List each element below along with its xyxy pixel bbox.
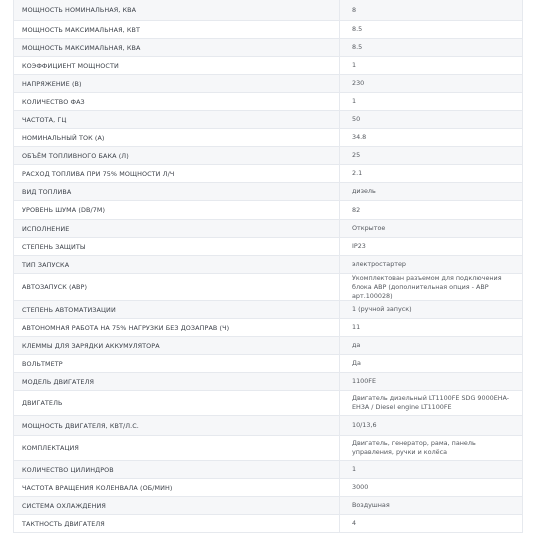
table-row — [14, 201, 522, 220]
spec-label: ОБЪЁМ ТОПЛИВНОГО БАКА (Л) — [14, 147, 340, 164]
spec-label: МОЩНОСТЬ МАКСИМАЛЬНАЯ, КВА — [14, 39, 340, 56]
spec-label: ДВИГАТЕЛЬ — [14, 391, 340, 415]
table-row — [14, 436, 522, 461]
spec-value: 4 — [352, 519, 357, 527]
spec-value: 2.1 — [352, 169, 363, 177]
table-row — [14, 373, 522, 391]
spec-label: МОДЕЛЬ ДВИГАТЕЛЯ — [14, 373, 340, 390]
table-row — [14, 355, 522, 373]
spec-label: КОЛИЧЕСТВО ФАЗ — [14, 93, 340, 110]
spec-label: УРОВЕНЬ ШУМА (DB/7M) — [14, 201, 340, 219]
spec-value: 1100FE — [352, 377, 376, 385]
table-row — [14, 337, 522, 355]
spec-value: 3000 — [352, 483, 369, 491]
spec-label: ВОЛЬТМЕТР — [14, 355, 340, 372]
table-row — [14, 220, 522, 238]
spec-value: 10/13,6 — [352, 421, 377, 429]
table-row — [14, 238, 522, 256]
spec-value: 50 — [352, 115, 361, 123]
spec-label: ИСПОЛНЕНИЕ — [14, 220, 340, 237]
spec-value: Да — [352, 359, 361, 367]
spec-label: КЛЕММЫ ДЛЯ ЗАРЯДКИ АККУМУЛЯТОРА — [14, 337, 340, 354]
table-row — [14, 391, 522, 416]
table-row — [14, 57, 522, 75]
spec-label: СТЕПЕНЬ ЗАЩИТЫ — [14, 238, 340, 255]
spec-value: дизель — [352, 187, 376, 195]
spec-label: АВТОНОМНАЯ РАБОТА НА 75% НАГРУЗКИ БЕЗ ДОЗАПРАВ (Ч) — [14, 319, 340, 336]
table-row — [14, 515, 522, 533]
spec-value: 11 — [352, 323, 361, 331]
table-row — [14, 461, 522, 479]
spec-label: РАСХОД ТОПЛИВА ПРИ 75% МОЩНОСТИ Л/Ч — [14, 165, 340, 182]
spec-label: АВТОЗАПУСК (АВР) — [14, 274, 340, 300]
spec-label: ЧАСТОТА, ГЦ — [14, 111, 340, 128]
spec-label: НАПРЯЖЕНИЕ (В) — [14, 75, 340, 92]
spec-value: 34.8 — [352, 133, 367, 141]
spec-value: 1 (ручной запуск) — [352, 305, 412, 313]
table-row — [14, 183, 522, 201]
spec-value: 8 — [352, 5, 357, 14]
table-row — [14, 479, 522, 497]
spec-label: СИСТЕМА ОХЛАЖДЕНИЯ — [14, 497, 340, 514]
table-row — [14, 93, 522, 111]
spec-label: СТЕПЕНЬ АВТОМАТИЗАЦИИ — [14, 301, 340, 318]
spec-value: 1 — [352, 61, 357, 69]
table-row — [14, 319, 522, 337]
spec-label: НОМИНАЛЬНЫЙ ТОК (А) — [14, 129, 340, 146]
table-row — [14, 0, 522, 21]
spec-value: 230 — [352, 79, 365, 87]
table-row — [14, 497, 522, 515]
spec-label: КОЛИЧЕСТВО ЦИЛИНДРОВ — [14, 461, 340, 478]
spec-value: 1 — [352, 97, 357, 105]
table-row — [14, 111, 522, 129]
spec-label: МОЩНОСТЬ НОМИНАЛЬНАЯ, КВА — [14, 0, 340, 20]
spec-value: Двигатель дизельный LT1100FE SDG 9000EHA-EH3A / Diesel engine LT1100FE — [352, 394, 510, 411]
spec-label: ЧАСТОТА ВРАЩЕНИЯ КОЛЕНВАЛА (ОБ/МИН) — [14, 479, 340, 496]
spec-value: 8.5 — [352, 25, 363, 33]
spec-value: Открытое — [352, 224, 386, 232]
spec-value: Укомплектован разъемом для подключения блока АВР (дополнительная опция - АВР арт.100028) — [352, 273, 502, 300]
spec-value: Двигатель, генератор, рама, панель управления, ручки и колёса — [352, 439, 476, 456]
spec-value: электростартер — [352, 260, 406, 268]
spec-label: КОЭФФИЦИЕНТ МОЩНОСТИ — [14, 57, 340, 74]
spec-value: 82 — [352, 205, 361, 214]
spec-value: 25 — [352, 151, 361, 159]
table-row — [14, 165, 522, 183]
table-row — [14, 416, 522, 436]
spec-label: КОМПЛЕКТАЦИЯ — [14, 436, 340, 460]
spec-value: Воздушная — [352, 501, 390, 509]
spec-label: ВИД ТОПЛИВА — [14, 183, 340, 200]
table-row — [14, 274, 522, 301]
spec-label: ТИП ЗАПУСКА — [14, 256, 340, 273]
spec-value: 8.5 — [352, 43, 363, 51]
spec-value: да — [352, 341, 361, 349]
table-row — [14, 21, 522, 39]
table-row — [14, 129, 522, 147]
spec-label: МОЩНОСТЬ МАКСИМАЛЬНАЯ, КВТ — [14, 21, 340, 38]
spec-label: МОЩНОСТЬ ДВИГАТЕЛЯ, КВТ/Л.С. — [14, 416, 340, 435]
spec-value: IP23 — [352, 242, 366, 250]
table-row — [14, 75, 522, 93]
table-row — [14, 256, 522, 274]
spec-label: ТАКТНОСТЬ ДВИГАТЕЛЯ — [14, 515, 340, 532]
table-row — [14, 39, 522, 57]
table-row — [14, 147, 522, 165]
specs-table — [13, 0, 523, 533]
table-row — [14, 301, 522, 319]
spec-value: 1 — [352, 465, 357, 473]
